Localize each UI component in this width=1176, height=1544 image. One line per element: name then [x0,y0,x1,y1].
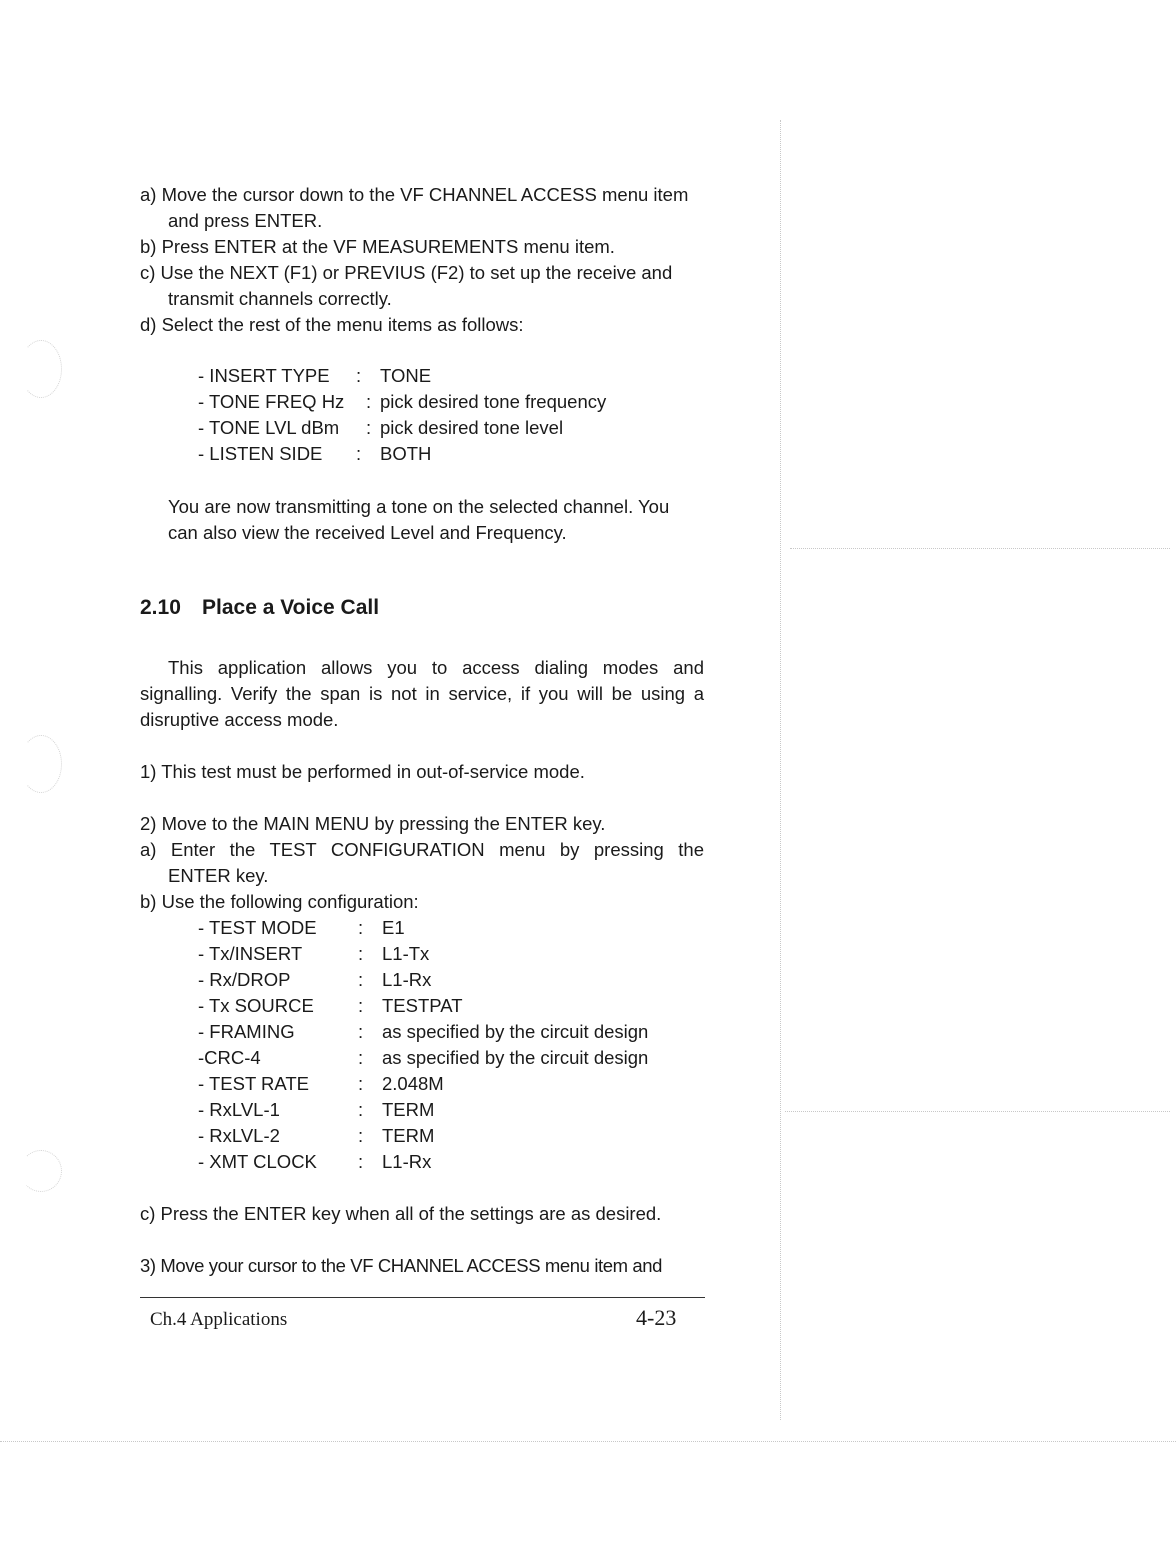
step-2b: b) Use the following configuration: [140,891,419,912]
step-1: 1) This test must be performed in out-of-service mode. [140,761,585,782]
step-c-line2: transmit channels correctly. [168,288,392,309]
menu-item-sep: : [356,443,362,464]
punch-hole-mark [20,1150,62,1192]
config-value: TERM [382,1125,435,1146]
menu-item-row [198,441,658,467]
config-value: TESTPAT [382,995,463,1016]
menu-item-value: pick desired tone level [380,417,564,438]
config-key: - TEST RATE [198,1073,310,1094]
menu-item-value: BOTH [380,443,432,464]
scan-fold-line [780,120,781,1420]
config-sep: : [358,1151,364,1172]
menu-item-row [198,363,658,389]
menu-item-key: - TONE LVL dBm [198,417,340,438]
menu-items-list [198,363,658,467]
step-3: 3) Move your cursor to the VF CHANNEL ACCESS menu item and [140,1255,663,1276]
menu-item-sep: : [366,391,372,412]
menu-item-sep: : [356,365,362,386]
step-b: b) Press ENTER at the VF MEASUREMENTS menu item. [140,236,615,257]
config-row [198,967,678,993]
config-value: L1-Tx [382,943,430,964]
config-value: L1-Rx [382,1151,432,1172]
menu-item-value: TONE [380,365,432,386]
intro-line3: disruptive access mode. [140,709,339,730]
config-sep: : [358,1047,364,1068]
config-row [198,1123,678,1149]
config-row [198,1019,678,1045]
config-key: - Rx/DROP [198,969,291,990]
step-a-line2: and press ENTER. [168,210,323,231]
scan-edge-line [0,1441,1176,1442]
config-row [198,941,678,967]
config-row [198,1097,678,1123]
config-value: as specified by the circuit design [382,1021,649,1042]
config-key: - Tx SOURCE [198,995,314,1016]
step-c-line1: c) Use the NEXT (F1) or PREVIUS (F2) to set up the receive and [140,262,673,283]
config-key: - Tx/INSERT [198,943,303,964]
config-sep: : [358,1099,364,1120]
step-2a-line1: a) Enter the TEST CONFIGURATION menu by pressing the [140,839,704,860]
config-row [198,1071,678,1097]
config-value: as specified by the circuit design [382,1047,649,1068]
config-sep: : [358,969,364,990]
section-number: 2.10 [140,596,181,619]
intro-line1: This application allows you to access dialing modes and [168,657,704,678]
config-key: - XMT CLOCK [198,1151,317,1172]
menu-item-key: - TONE FREQ Hz [198,391,345,412]
footer-chapter: Ch.4 Applications [150,1309,288,1330]
menu-item-key: - LISTEN SIDE [198,443,323,464]
config-key: -CRC-4 [198,1047,261,1068]
menu-item-sep: : [366,417,372,438]
transmit-note-line2: can also view the received Level and Frequency. [168,522,567,543]
config-sep: : [358,1073,364,1094]
config-row [198,915,678,941]
punch-hole-mark [20,340,62,398]
config-sep: : [358,1021,364,1042]
scan-dotted-line [790,548,1170,549]
transmit-note-line1: You are now transmitting a tone on the selected channel. You [168,496,670,517]
step-2a-line2: ENTER key. [168,865,269,886]
config-value: L1-Rx [382,969,432,990]
config-key: - RxLVL-2 [198,1125,280,1146]
config-sep: : [358,917,364,938]
config-value: TERM [382,1099,435,1120]
punch-hole-mark [20,735,62,793]
menu-item-value: pick desired tone frequency [380,391,607,412]
section-heading [140,596,379,620]
config-row [198,1149,678,1175]
footer-page-number: 4-23 [636,1305,677,1330]
config-key: - FRAMING [198,1021,295,1042]
step-2c: c) Press the ENTER key when all of the settings are as desired. [140,1203,662,1224]
step-a-line1: a) Move the cursor down to the VF CHANNEL ACCESS menu item [140,184,689,205]
config-row [198,1045,678,1071]
menu-item-row [198,389,658,415]
config-value: E1 [382,917,405,938]
config-sep: : [358,1125,364,1146]
intro-line2: signalling. Verify the span is not in service, if you will be using a [140,683,704,704]
config-key: - RxLVL-1 [198,1099,280,1120]
menu-item-row [198,415,658,441]
configuration-list [198,915,678,1175]
config-sep: : [358,995,364,1016]
config-key: - TEST MODE [198,917,317,938]
menu-item-key: - INSERT TYPE [198,365,330,386]
footer-rule [140,1297,705,1298]
config-sep: : [358,943,364,964]
scan-dotted-line [785,1111,1170,1112]
step-2: 2) Move to the MAIN MENU by pressing the ENTER key. [140,813,606,834]
section-title: Place a Voice Call [202,596,380,619]
config-value: 2.048M [382,1073,444,1094]
step-d: d) Select the rest of the menu items as follows: [140,314,524,335]
config-row [198,993,678,1019]
